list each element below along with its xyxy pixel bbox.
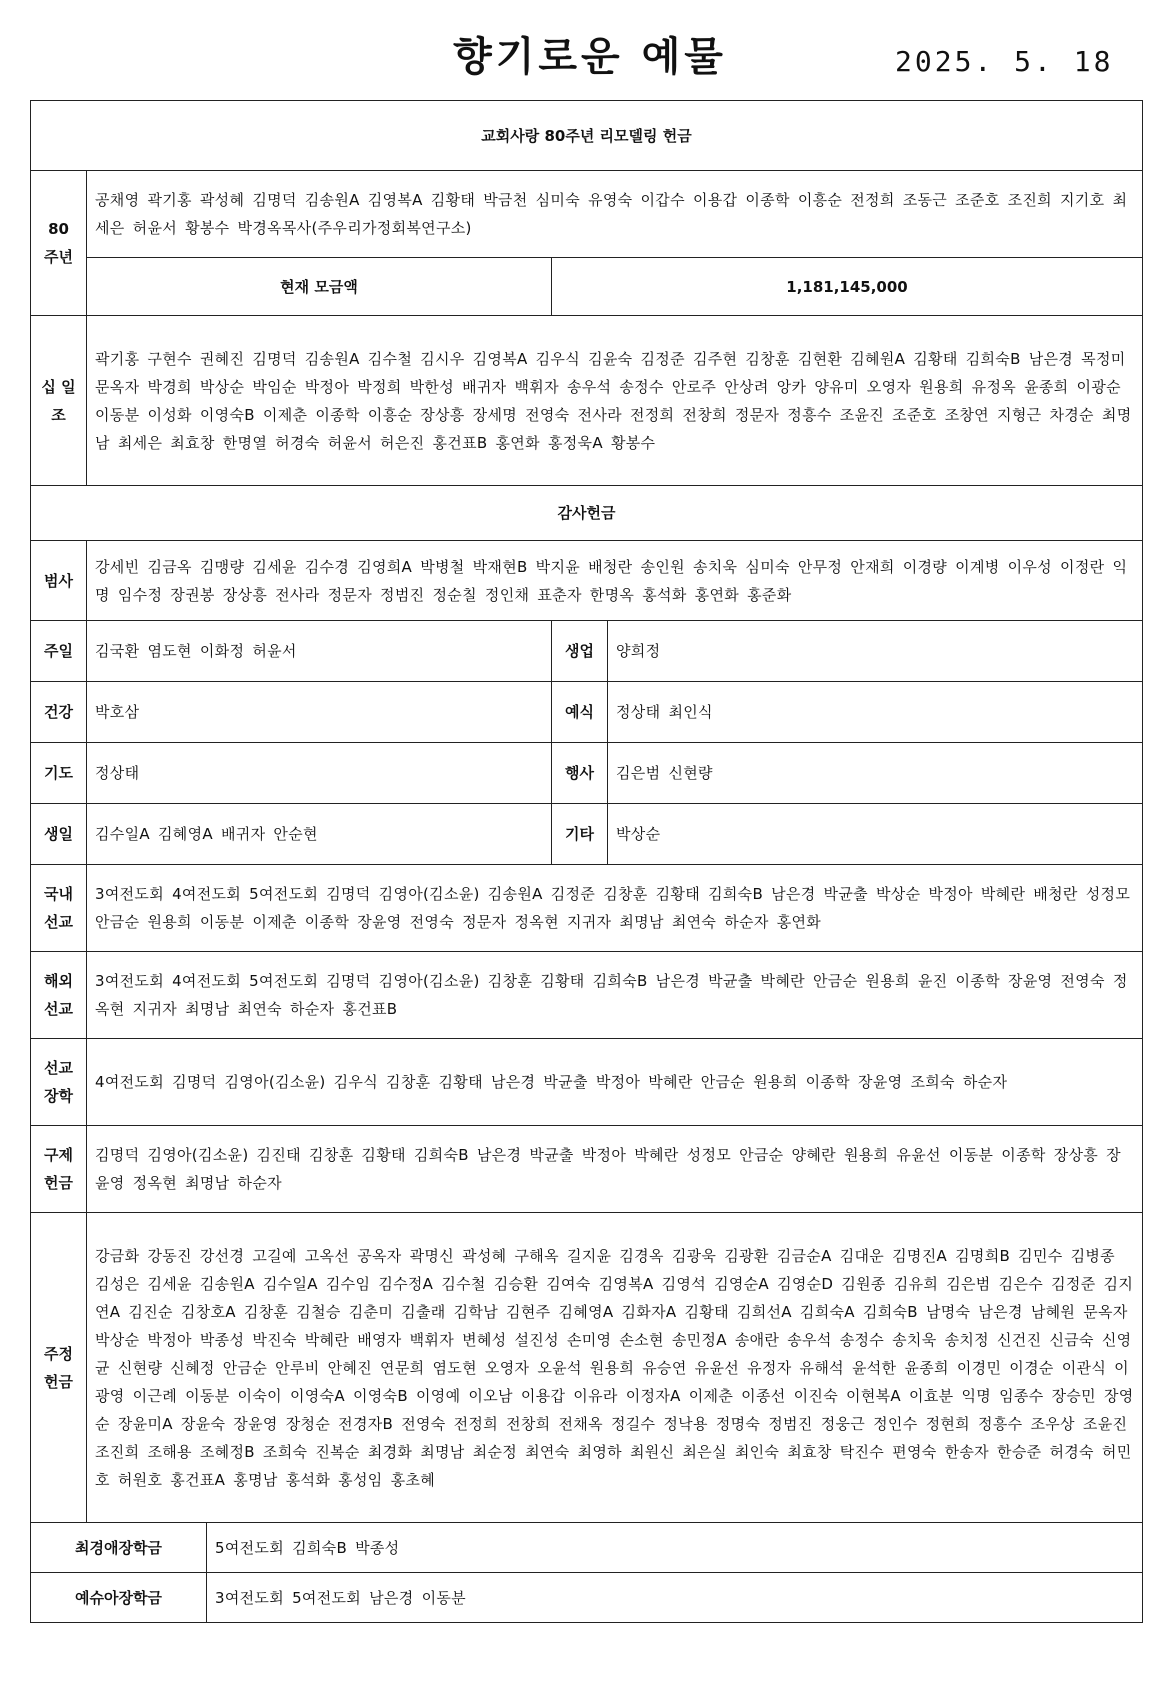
names-event: 김은범 신현량 (608, 743, 1143, 804)
label-health: 건강 (31, 682, 87, 743)
names-overseas-mission: 3여전도회 4여전도회 5여전도회 김명덕 김영아(김소윤) 김창훈 김황태 김희숙B 남은경 박균출 박혜란 안금순 원용희 윤진 이종학 장윤영 전영숙 정옥현 지귀자 최명남 최연숙 하순자 홍건표B (87, 952, 1143, 1039)
label-80th: 80 주년 (31, 171, 87, 316)
thanks-heading: 감사헌금 (31, 486, 1143, 541)
label-beomsa: 범사 (31, 541, 87, 621)
label-birthday: 생일 (31, 804, 87, 865)
label-overseas-mission: 해외 선교 (31, 952, 87, 1039)
document-title: 향기로운 예물 (453, 34, 727, 80)
label-mission-scholarship: 선교 장학 (31, 1039, 87, 1126)
names-sunday: 김국환 염도현 이화정 허윤서 (87, 621, 552, 682)
names-prayer: 정상태 (87, 743, 552, 804)
current-amount-label: 현재 모금액 (87, 258, 552, 316)
names-mission-scholarship: 4여전도회 김명덕 김영아(김소윤) 김우식 김창훈 김황태 남은경 박균출 박정아 박혜란 안금순 원용희 이종학 장윤영 조희숙 하순자 (87, 1039, 1143, 1126)
label-domestic-mission: 국내 선교 (31, 865, 87, 952)
names-yeshua-scholarship: 3여전도회 5여전도회 남은경 이동분 (207, 1573, 1143, 1623)
current-amount-value: 1,181,145,000 (552, 258, 1143, 316)
offering-table (30, 100, 1143, 1623)
label-yeshua-scholarship: 예슈아장학금 (31, 1573, 207, 1623)
names-health: 박호삼 (87, 682, 552, 743)
label-tithe: 십 일 조 (31, 316, 87, 486)
names-birthday: 김수일A 김혜영A 배귀자 안순현 (87, 804, 552, 865)
names-relief-offering: 김명덕 김영아(김소윤) 김진태 김창훈 김황태 김희숙B 남은경 박균출 박정아 박혜란 성정모 안금순 양혜란 원용희 유윤선 이동분 이종학 장상흥 장윤영 정옥현 최명남 하순자 (87, 1126, 1143, 1213)
remodel-heading: 교회사랑 80주년 리모델링 헌금 (31, 101, 1143, 171)
names-80th: 공채영 곽기홍 곽성혜 김명덕 김송원A 김영복A 김황태 박금천 심미숙 유영숙 이갑수 이용갑 이종학 이흥순 전정희 조동근 조준호 조진희 지기호 최세은 허윤서 황봉수 박경옥목사(주우리가정회복연구소) (87, 171, 1143, 258)
document-date: 2025. 5. 18 (895, 45, 1114, 78)
names-business: 양희정 (608, 621, 1143, 682)
names-domestic-mission: 3여전도회 4여전도회 5여전도회 김명덕 김영아(김소윤) 김송원A 김정준 김창훈 김황태 김희숙B 남은경 박균출 박상순 박정아 박혜란 배청란 성정모 안금순 원용희 이동분 이제춘 이종학 장윤영 전영숙 정문자 정옥현 지귀자 최명남 최연숙 하순자 홍연화 (87, 865, 1143, 952)
label-sunday: 주일 (31, 621, 87, 682)
names-ceremony: 정상태 최인식 (608, 682, 1143, 743)
page-header (0, 0, 1170, 100)
names-beomsa: 강세빈 김금옥 김맹량 김세윤 김수경 김영희A 박병철 박재현B 박지윤 배청란 송인원 송치욱 심미숙 안무정 안재희 이경량 이계병 이우성 이정란 익명 임수정 장권봉 장상흥 전사라 정문자 정범진 정순칠 정인채 표춘자 한명옥 홍석화 홍연화 홍준화 (87, 541, 1143, 621)
label-choi-scholarship: 최경애장학금 (31, 1523, 207, 1573)
names-tithe: 곽기홍 구현수 권혜진 김명덕 김송원A 김수철 김시우 김영복A 김우식 김윤숙 김정준 김주현 김창훈 김현환 김혜원A 김황태 김희숙B 남은경 목정미 문옥자 박경희 박상순 박임순 박정아 박정희 박한성 배귀자 백휘자 송우석 송정수 안로주 안상려 앙카 양유미 오영자 원용희 유정옥 윤종희 이광순 이동분 이성화 이영숙B 이제춘 이종학 이흥순 장상흥 장세명 전영숙 전사라 전정희 전창희 정문자 정흥수 조윤진 조준호 조창연 지형근 차경순 최명남 최세은 최효창 한명열 허경숙 허윤서 허은진 홍건표B 홍연화 홍정욱A 황봉수 (87, 316, 1143, 486)
names-other: 박상순 (608, 804, 1143, 865)
label-designated-offering: 주정 헌금 (31, 1213, 87, 1523)
label-ceremony: 예식 (552, 682, 608, 743)
label-prayer: 기도 (31, 743, 87, 804)
names-choi-scholarship: 5여전도회 김희숙B 박종성 (207, 1523, 1143, 1573)
label-event: 행사 (552, 743, 608, 804)
label-relief-offering: 구제 헌금 (31, 1126, 87, 1213)
names-designated-offering: 강금화 강동진 강선경 고길예 고옥선 공옥자 곽명신 곽성혜 구해옥 길지윤 김경옥 김광욱 김광환 김금순A 김대운 김명진A 김명희B 김민수 김병종 김성은 김세윤 김송원A 김수일A 김수임 김수정A 김수철 김승환 김여숙 김영복A 김영석 김영순A 김영순D 김원종 김유희 김은범 김은수 김정준 김지연A 김진순 김창호A 김창훈 김철승 김춘미 김출래 김학남 김현주 김혜영A 김화자A 김황태 김희선A 김희숙A 김희숙B 남명숙 남은경 남혜원 문옥자 박상순 박정아 박종성 박진숙 박혜란 배영자 백휘자 변혜성 설진성 손미영 손소현 송민정A 송애란 송우석 송정수 송치욱 송치정 신건진 신금숙 신영균 신현량 신혜정 안금순 안루비 안혜진 연문희 염도현 오영자 오윤석 원용희 유승연 유윤선 유정자 유해석 윤석한 윤종희 이경민 이경순 이관식 이광영 이근례 이동분 이숙이 이영숙A 이영숙B 이영예 이오남 이용갑 이유라 이정자A 이제춘 이종선 이진숙 이현복A 이효분 익명 임종수 장승민 장영순 장윤미A 장윤숙 장윤영 장청순 전경자B 전영숙 전정희 전창희 전채옥 정길수 정낙용 정명숙 정범진 정웅근 정인수 정현희 정흥수 조우상 조윤진 조진희 조해용 조혜정B 조희숙 진복순 최경화 최명남 최순정 최연숙 최영하 최원신 최은실 최인숙 최효창 탁진수 편영숙 한송자 한승준 허경숙 허민호 허원호 홍건표A 홍명남 홍석화 홍성임 홍초혜 (87, 1213, 1143, 1523)
label-business: 생업 (552, 621, 608, 682)
label-other: 기타 (552, 804, 608, 865)
